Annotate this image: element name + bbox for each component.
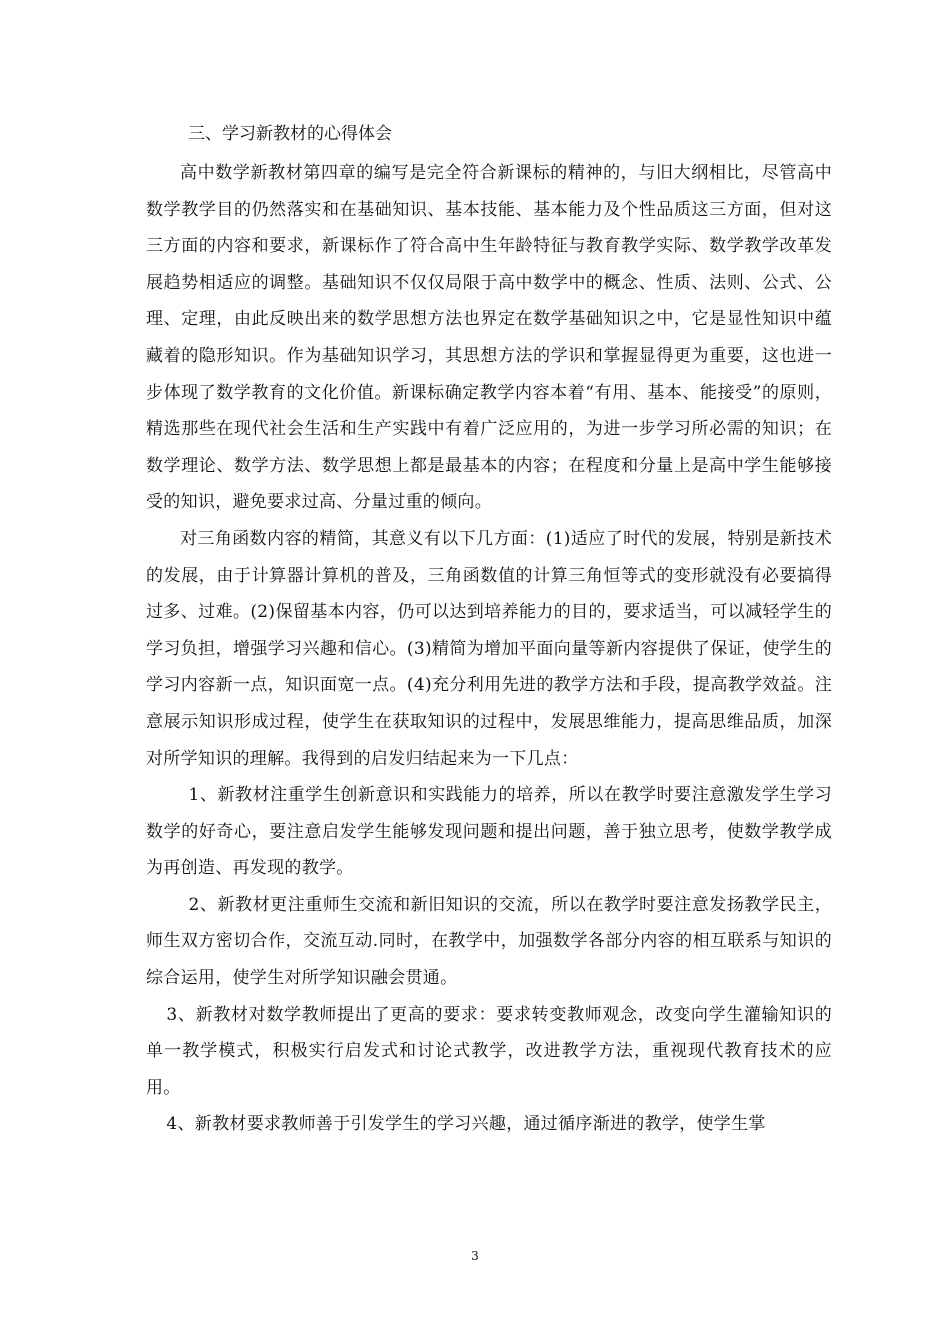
section-heading: 三、学习新教材的心得体会: [188, 124, 392, 144]
paragraph-trigonometry: 对三角函数内容的精简，其意义有以下几方面：(1)适应了时代的发展，特别是新技术的发展，由于计算器计算机的普及，三角函数值的计算三角恒等式的变形就没有必要搞得过多、过难。(2)保留基本内容，仍可以达到培养能力的目的，要求适当，可以减轻学生的学习负担，增强学习兴趣和信心。(3)精简为增加平面向量等新内容提供了保证，使学生的学习内容新一点，知识面宽一点。(4)充分利用先进的教学方法和手段，提高教学效益。注意展示知识形成过程，使学生在获取知识的过程中，发展思维能力，提高思维品质，加深对所学知识的理解。我得到的启发归结起来为一下几点：: [146, 528, 832, 769]
list-item-3: 3、新教材对数学教师提出了更高的要求：要求转变教师观念，改变向学生灌输知识的单一教学模式，积极实行启发式和讨论式教学，改进教学方法，重视现代教育技术的应用。: [146, 1004, 832, 1098]
paragraph-new-curriculum: 高中数学新教材第四章的编写是完全符合新课标的精神的，与旧大纲相比，尽管高中数学教学目的仍然落实和在基础知识、基本技能、基本能力及个性品质这三方面，但对这三方面的内容和要求，新课标作了符合高中生年龄特征与教育教学实际、数学教学改革发展趋势相适应的调整。基础知识不仅仅局限于高中数学中的概念、性质、法则、公式、公理、定理，由此反映出来的数学思想方法也界定在数学基础知识之中，它是显性知识中蕴藏着的隐形知识。作为基础知识学习，其思想方法的学识和掌握显得更为重要，这也进一步体现了数学教育的文化价值。新课标确定教学内容本着“有用、基本、能接受”的原则，精选那些在现代社会生活和生产实践中有着广泛应用的，为进一步学习所必需的知识；在数学理论、数学方法、数学思想上都是最基本的内容；在程度和分量上是高中学生能够接受的知识，避免要求过高、分量过重的倾向。: [146, 163, 832, 513]
list-item-1: 1、新教材注重学生创新意识和实践能力的培养，所以在教学时要注意激发学生学习数学的好奇心，要注意启发学生能够发现问题和提出问题，善于独立思考，使数学教学成为再创造、再发现的教学。: [146, 785, 832, 879]
list-item-4: 4、新教材要求教师善于引发学生的学习兴趣，通过循序渐进的教学，使学生掌: [166, 1114, 766, 1135]
document-body: [146, 119, 832, 1143]
list-item-2: 2、新教材更注重师生交流和新旧知识的交流，所以在教学时要注意发扬教学民主，师生双方密切合作，交流互动.同时，在教学中，加强数学各部分内容的相互联系与知识的综合运用，使学生对所学知识融会贯通。: [146, 894, 832, 989]
page-number: 3: [471, 1249, 479, 1263]
